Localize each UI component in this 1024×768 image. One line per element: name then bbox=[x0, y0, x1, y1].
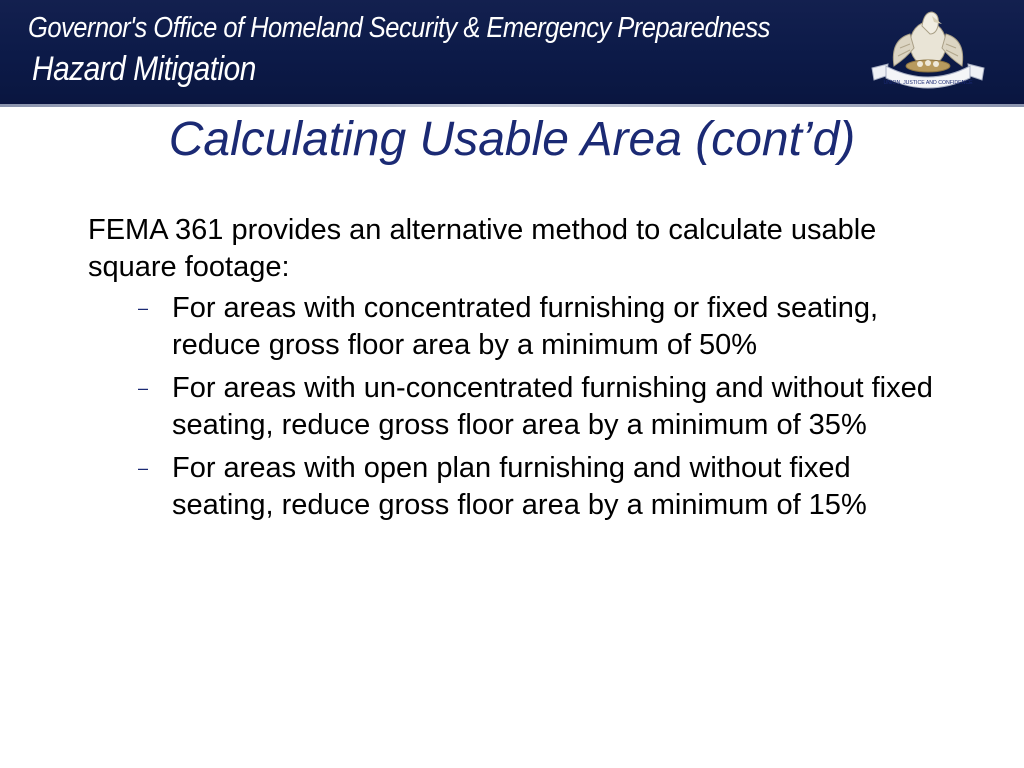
slide-title: Calculating Usable Area (cont’d) bbox=[168, 113, 856, 166]
header-divider bbox=[0, 104, 1024, 107]
dash-icon: – bbox=[138, 298, 149, 318]
slide-content bbox=[88, 212, 948, 530]
bullet-text: For areas with open plan furnishing and without fixed seating, reduce gross floor area by a minimum of 15% bbox=[172, 452, 867, 521]
bullet-item bbox=[88, 450, 948, 524]
bullet-text: For areas with un-concentrated furnishing and without fixed seating, reduce gross floor area by a minimum of 35% bbox=[172, 372, 933, 441]
intro-text: FEMA 361 provides an alternative method to calculate usable square footage: bbox=[88, 214, 877, 283]
seal-motto: UNION, JUSTICE AND CONFIDENCE bbox=[883, 80, 973, 86]
department-name: Hazard Mitigation bbox=[32, 50, 256, 88]
org-name: Governor's Office of Homeland Security & Emergency Preparedness bbox=[28, 12, 770, 44]
dash-icon: – bbox=[138, 458, 149, 478]
bullet-list bbox=[88, 290, 948, 524]
bullet-text: For areas with concentrated furnishing or fixed seating, reduce gross floor area by a minimum of 50% bbox=[172, 292, 879, 361]
bullet-item bbox=[88, 370, 948, 444]
bullet-item bbox=[88, 290, 948, 364]
dash-icon: – bbox=[138, 378, 149, 398]
header-banner bbox=[0, 0, 1024, 104]
louisiana-seal-icon bbox=[866, 4, 990, 100]
